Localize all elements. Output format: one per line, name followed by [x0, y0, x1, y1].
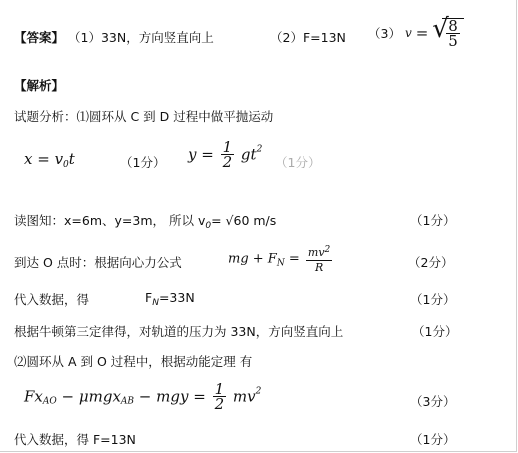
equation-centripetal-num: [306, 243, 332, 261]
equation-energy-a-sub: AO: [42, 396, 57, 407]
equation-y: [188, 140, 262, 169]
analysis-line-4-sub: N: [152, 298, 159, 308]
equation-centripetal-num-sup: 2: [324, 245, 331, 255]
equation-energy-den: 2: [214, 395, 225, 413]
analysis-line-2-sub: 0: [205, 221, 212, 231]
answer-line: [14, 28, 214, 46]
equation-energy-fraction: [213, 382, 227, 411]
equation-x: [24, 150, 75, 170]
analysis-line-5: 根据牛顿第三定律得，对轨道的压力为 33N，方向竖直向上: [14, 324, 344, 339]
analysis-line-4-score: （1分）: [410, 292, 456, 307]
equation-centripetal-left: mg + F: [228, 251, 277, 267]
answer-part-2-value: F=13N: [302, 30, 346, 45]
equation-x-tail: t: [68, 150, 75, 168]
answer-part-3-prefix: （3）: [368, 26, 401, 41]
analysis-label: 【解析】: [14, 78, 65, 93]
equation-centripetal-num-text: mv: [307, 246, 325, 259]
analysis-line-2-score: （1分）: [410, 213, 456, 228]
equation-y-sup: 2: [256, 144, 263, 155]
analysis-line-2-text: 读图知：x=6m、y=3m， 所以 v: [14, 213, 206, 228]
analysis-line-7-score: （1分）: [410, 432, 456, 447]
equation-centripetal-eq: =: [288, 251, 300, 267]
analysis-line-3: 到达 O 点时：根据向心力公式: [14, 255, 182, 270]
equation-y-den: 2: [222, 153, 233, 171]
equation-energy-num: 1: [214, 380, 225, 398]
equation-energy-b-sub: AB: [120, 396, 135, 407]
answer-part-1: （1）33N，方向竖直向上: [68, 30, 214, 45]
analysis-line-4-f: F: [145, 290, 153, 305]
equation-y-score: （1分）: [275, 155, 321, 170]
analysis-line-3-score: （2分）: [408, 255, 454, 270]
equation-y-fraction: [221, 140, 235, 169]
equation-centripetal: [228, 243, 334, 275]
equation-energy-tail: mv: [232, 387, 256, 406]
analysis-line-2: [14, 211, 276, 231]
answer-part-3-var: v: [404, 26, 412, 40]
equation-x-left: x = v: [24, 150, 64, 168]
equation-energy-tail-sup: 2: [255, 386, 262, 397]
analysis-line-4: 代入数据，得: [14, 292, 90, 307]
analysis-line-4-value: [145, 290, 195, 308]
analysis-line-7: 代入数据，得 F=13N: [14, 432, 136, 447]
analysis-line-5-score: （1分）: [412, 324, 458, 339]
answer-part-3: （3） v = √ $\frac{8}{5}$: [368, 18, 464, 48]
answer-part-2: [270, 28, 346, 46]
equation-energy-b: − μmgx: [56, 387, 121, 406]
answer-part-3-num: 8: [448, 17, 458, 35]
equation-energy-a: Fx: [24, 387, 43, 406]
analysis-line-2-tail: = √60 m/s: [211, 213, 277, 228]
equation-energy-score: （3分）: [410, 394, 456, 409]
equation-y-num: 1: [222, 138, 233, 156]
equation-centripetal-sub: N: [276, 258, 285, 269]
sqrt-symbol: √ $\frac{8}{5}$: [432, 18, 464, 48]
analysis-line-6: ⑵圆环从 A 到 O 过程中，根据动能定理 有: [14, 354, 253, 369]
answer-part-3-den: 5: [448, 32, 458, 50]
analysis-line-1: 试题分析：⑴圆环从 C 到 D 过程中做平抛运动: [14, 109, 274, 124]
equation-x-score: （1分）: [120, 155, 166, 170]
equation-centripetal-fraction: [306, 243, 332, 275]
answer-part-2-prefix: （2）: [270, 30, 303, 45]
analysis-line-4-tail: =33N: [158, 290, 195, 305]
equation-centripetal-den: R: [314, 261, 324, 274]
equation-energy-c: − mgy =: [134, 387, 206, 406]
equation-y-tail: gt: [240, 145, 257, 164]
equation-x-sub: 0: [63, 160, 69, 170]
equation-energy: [24, 382, 261, 411]
answer-label: 【答案】: [14, 30, 65, 45]
equation-y-left: y =: [188, 145, 214, 164]
